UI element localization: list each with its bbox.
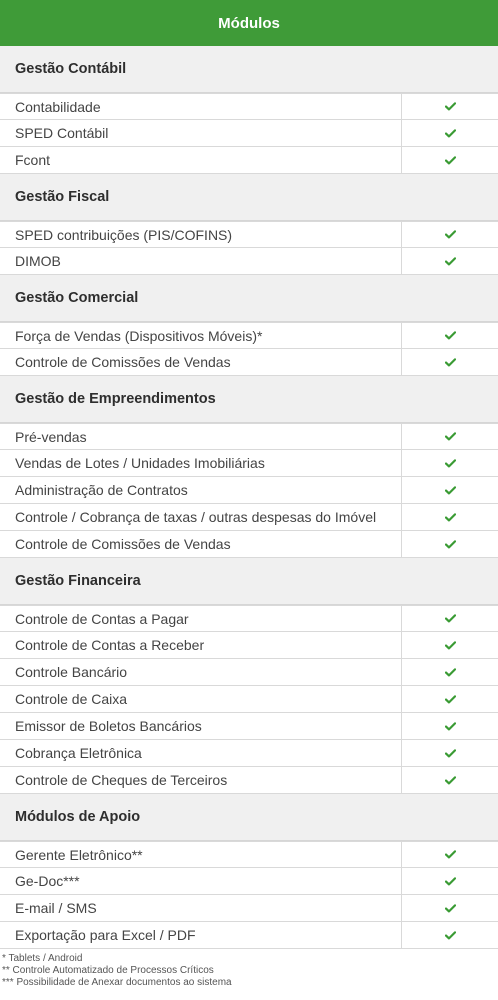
- table-row: [0, 93, 498, 120]
- table-row: [0, 504, 498, 531]
- section-title: Gestão Financeira: [15, 573, 141, 589]
- check-icon: [445, 230, 456, 239]
- table-row: [0, 248, 498, 275]
- included-cell: [402, 349, 498, 375]
- check-icon: [445, 358, 456, 367]
- module-name: Gerente Eletrônico**: [0, 842, 402, 867]
- section-title: Módulos de Apoio: [15, 809, 141, 825]
- table-row: [0, 147, 498, 174]
- module-name: SPED contribuições (PIS/COFINS): [0, 222, 402, 247]
- included-cell: [402, 868, 498, 894]
- check-icon: [445, 257, 456, 266]
- check-icon: [445, 432, 456, 441]
- module-name: Fcont: [0, 147, 402, 173]
- included-cell: [402, 531, 498, 557]
- check-icon: [445, 722, 456, 731]
- table-row: [0, 605, 498, 632]
- footnote: *** Possibilidade de Anexar documentos ao sistema: [2, 977, 232, 988]
- check-icon: [445, 156, 456, 165]
- included-cell: [402, 94, 498, 119]
- module-name: Ge-Doc***: [0, 868, 402, 894]
- module-name: Contabilidade: [0, 94, 402, 119]
- check-icon: [445, 695, 456, 704]
- check-icon: [445, 614, 456, 623]
- included-cell: [402, 659, 498, 685]
- section-header: [0, 376, 498, 423]
- table-row: [0, 349, 498, 376]
- included-cell: [402, 147, 498, 173]
- module-name: Controle de Contas a Receber: [0, 632, 402, 658]
- table-row: [0, 841, 498, 868]
- check-icon: [445, 877, 456, 886]
- table-row: [0, 868, 498, 895]
- included-cell: [402, 323, 498, 348]
- check-icon: [445, 931, 456, 940]
- footnote: ** Controle Automatizado de Processos Críticos: [2, 965, 214, 976]
- included-cell: [402, 450, 498, 476]
- section-title: Gestão de Empreendimentos: [15, 391, 216, 407]
- included-cell: [402, 477, 498, 503]
- check-icon: [445, 904, 456, 913]
- table-row: [0, 713, 498, 740]
- check-icon: [445, 129, 456, 138]
- section-title: Gestão Contábil: [15, 61, 127, 77]
- module-name: Controle de Cheques de Terceiros: [0, 767, 402, 793]
- table-row: [0, 322, 498, 349]
- table-row: [0, 423, 498, 450]
- section-title: Gestão Comercial: [15, 290, 139, 306]
- check-icon: [445, 331, 456, 340]
- included-cell: [402, 895, 498, 921]
- module-name: DIMOB: [0, 248, 402, 274]
- included-cell: [402, 922, 498, 948]
- included-cell: [402, 842, 498, 867]
- included-cell: [402, 504, 498, 530]
- table-row: [0, 632, 498, 659]
- included-cell: [402, 120, 498, 146]
- module-name: Administração de Contratos: [0, 477, 402, 503]
- included-cell: [402, 424, 498, 449]
- module-name: Pré-vendas: [0, 424, 402, 449]
- table-row: [0, 221, 498, 248]
- table-row: [0, 531, 498, 558]
- table-header: [0, 0, 498, 46]
- section-header: [0, 46, 498, 93]
- section-header: [0, 794, 498, 841]
- included-cell: [402, 713, 498, 739]
- section-header: [0, 174, 498, 221]
- module-name: Controle de Comissões de Vendas: [0, 349, 402, 375]
- module-name: Controle Bancário: [0, 659, 402, 685]
- module-name: Vendas de Lotes / Unidades Imobiliárias: [0, 450, 402, 476]
- table-row: [0, 767, 498, 794]
- included-cell: [402, 686, 498, 712]
- check-icon: [445, 513, 456, 522]
- module-name: Força de Vendas (Dispositivos Móveis)*: [0, 323, 402, 348]
- module-name: Exportação para Excel / PDF: [0, 922, 402, 948]
- check-icon: [445, 641, 456, 650]
- module-name: E-mail / SMS: [0, 895, 402, 921]
- table-row: [0, 659, 498, 686]
- table-row: [0, 120, 498, 147]
- table-row: [0, 477, 498, 504]
- module-name: Controle de Caixa: [0, 686, 402, 712]
- included-cell: [402, 222, 498, 247]
- included-cell: [402, 632, 498, 658]
- check-icon: [445, 776, 456, 785]
- header-title: Módulos: [218, 14, 280, 32]
- check-icon: [445, 540, 456, 549]
- included-cell: [402, 248, 498, 274]
- section-title: Gestão Fiscal: [15, 189, 110, 205]
- module-name: Cobrança Eletrônica: [0, 740, 402, 766]
- table-row: [0, 450, 498, 477]
- table-row: [0, 740, 498, 767]
- section-header: [0, 558, 498, 605]
- module-name: SPED Contábil: [0, 120, 402, 146]
- module-name: Controle de Contas a Pagar: [0, 606, 402, 631]
- section-header: [0, 275, 498, 322]
- included-cell: [402, 606, 498, 631]
- check-icon: [445, 102, 456, 111]
- module-name: Emissor de Boletos Bancários: [0, 713, 402, 739]
- table-row: [0, 686, 498, 713]
- footnotes: [0, 949, 498, 989]
- module-name: Controle / Cobrança de taxas / outras despesas do Imóvel: [0, 504, 402, 530]
- sections-container: [0, 46, 498, 949]
- check-icon: [445, 668, 456, 677]
- check-icon: [445, 486, 456, 495]
- table-row: [0, 895, 498, 922]
- check-icon: [445, 459, 456, 468]
- check-icon: [445, 850, 456, 859]
- table-row: [0, 922, 498, 949]
- footnote: * Tablets / Android: [2, 953, 83, 964]
- module-name: Controle de Comissões de Vendas: [0, 531, 402, 557]
- included-cell: [402, 740, 498, 766]
- included-cell: [402, 767, 498, 793]
- check-icon: [445, 749, 456, 758]
